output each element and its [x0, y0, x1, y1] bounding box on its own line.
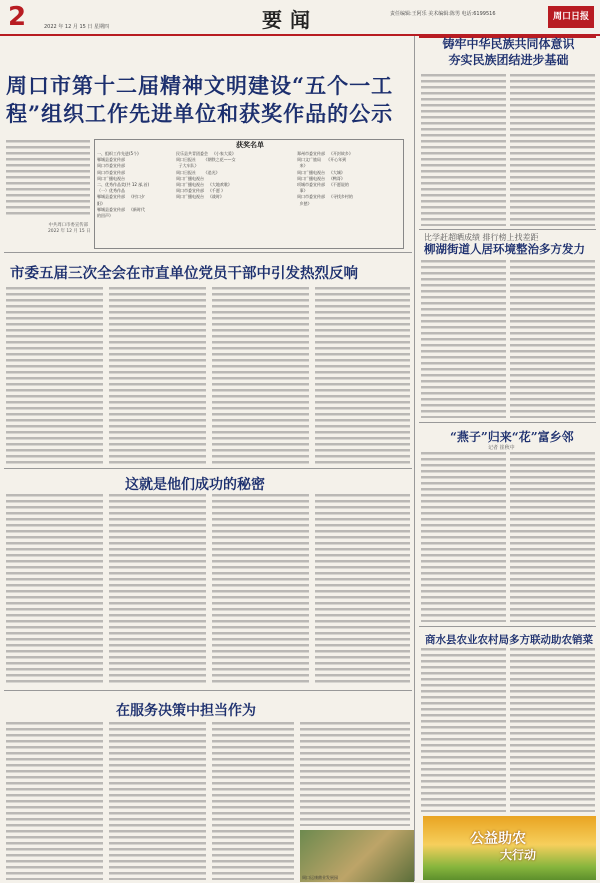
- article1-body: [6, 140, 90, 218]
- column-divider: [414, 36, 415, 881]
- right1-body-col2: [510, 74, 595, 226]
- right3-body-col2: [510, 452, 595, 622]
- right3-byline: 记者 崔秋中: [488, 445, 515, 451]
- divider: [4, 468, 412, 469]
- right3-headline: “燕子”归来“花”富乡邻: [450, 430, 574, 444]
- article2-body-col3: [212, 287, 309, 465]
- right4-headline: 商水县农业农村局多方联动助农销菜: [425, 634, 593, 646]
- right2-body-col2: [510, 260, 595, 418]
- issue-date: 2022 年 12 月 15 日 星期四: [44, 24, 109, 30]
- page-number: 2: [8, 2, 27, 32]
- right2-headline: 柳湖街道人居环境整治多方发力: [424, 242, 585, 256]
- banner-line1: 公益助农: [470, 831, 526, 847]
- award-list-column-3: 郑州市委宣传部 《开封故乡》 周口文广旅局 《开心年到 来》 周口广播电视台 《大城》 周口广播电视台 《鸭哥》 项城市委宣传部 《不愿说的 事》 周口市委宣传部 《寻找乡村的 乡愁》: [297, 151, 353, 206]
- banner-line2: 大行动: [500, 848, 537, 862]
- award-list-column-1: 一、组织工作先进(5个) 郸城县委宣传部 周口市委宣传部 周口市委宣传部 周口广播电视台 二、优秀作品奖(共 12 部,首) （一）优秀作品 郸城县委宣传部 《村口夕 阳》 郸城县委宣传部 《新时代 的回声》: [97, 151, 150, 219]
- notice-signature: 中共周口市委宣传部 2022 年 12 月 15 日: [48, 223, 91, 234]
- right1-body-col1: [421, 74, 506, 226]
- right4-body-col2: [510, 648, 595, 812]
- article3-body-col3: [212, 494, 309, 684]
- article1-headline: 周口市第十二届精神文明建设“五个一工程”组织工作先进单位和获奖作品的公示: [6, 73, 394, 126]
- divider: [4, 252, 412, 253]
- right3-body-col1: [421, 452, 506, 622]
- right4-body-col1: [421, 648, 506, 812]
- divider: [419, 626, 596, 627]
- divider: [419, 422, 596, 423]
- article2-body-col4: [315, 287, 410, 465]
- award-list-column-2: 民乐县共青团委会 《小家大爱》 周口日报社 《钢铁之花——女 子大车队》 周口日报社 《追光》 周口广播电视台 周口广播电视台 《大地欢歌》 周口市委宣传部 《千愿 》 周口广播电视台 《战时》: [176, 151, 236, 200]
- editor-credits: 责任编辑:王阿乐 美术编辑:陈男 电话:6199516: [390, 11, 496, 17]
- article4-body-col3: [212, 722, 294, 880]
- article3-body-col4: [315, 494, 410, 684]
- article3-body-col2: [109, 494, 206, 684]
- article4-body-col1: [6, 722, 103, 880]
- right2-kicker: 比学赶超晒成绩 排行榜上找差距: [424, 233, 539, 242]
- article4-headline: 在服务决策中担当作为: [116, 703, 256, 719]
- newspaper-logo: 周口日报: [548, 6, 594, 28]
- section-title: 要闻: [262, 8, 318, 32]
- award-list-title: 获奖名单: [236, 140, 264, 149]
- photo-caption: 周口运康菌业发展园: [302, 875, 338, 880]
- article3-headline: 这就是他们成功的秘密: [125, 477, 265, 493]
- article2-body-col2: [109, 287, 206, 465]
- article2-body-col1: [6, 287, 103, 465]
- article3-body-col1: [6, 494, 103, 684]
- divider: [419, 229, 596, 230]
- right2-body-col1: [421, 260, 506, 418]
- article4-body-col4: [300, 722, 410, 826]
- divider: [4, 690, 412, 691]
- article4-body-col2: [109, 722, 206, 880]
- article2-headline: 市委五届三次全会在市直单位党员干部中引发热烈反响: [10, 265, 358, 282]
- right1-headline: 铸牢中华民族共同体意识 夯实民族团结进步基础: [442, 37, 575, 67]
